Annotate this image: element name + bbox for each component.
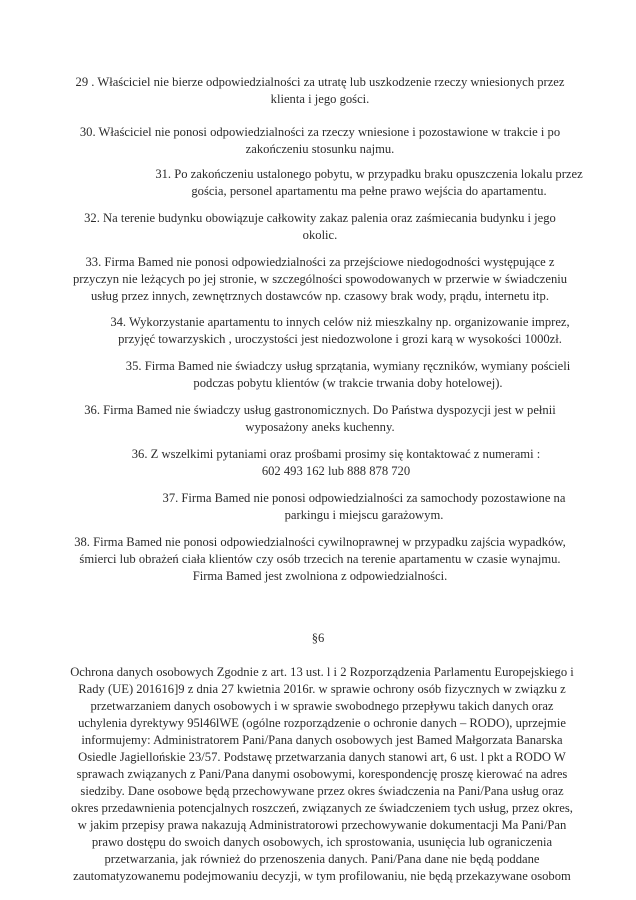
clause-line: wyposażony aneks kuchenny. — [245, 420, 395, 434]
clause-34 — [92, 314, 588, 348]
clause-line: przyczyn nie leżących po jej stronie, w szczególności spowodowanych w przerwie w świadczeniu — [72, 272, 568, 286]
paragraph-line: sprawach związanych z Pani/Pana danymi osobowymi, korespondencję proszę kierować na adres — [76, 767, 568, 781]
clause-line: zakończeniu stosunku najmu. — [245, 142, 395, 156]
paragraph-line: zautomatyzowanemu podejmowaniu decyzji, w tym profilowaniu, nie będą przekazywane osobom — [73, 869, 571, 883]
contact-phone-numbers: 602 493 162 lub 888 878 720 — [261, 464, 411, 478]
clause-37 — [132, 490, 596, 524]
clause-32 — [56, 210, 584, 244]
clause-30 — [56, 124, 584, 158]
clause-line: śmierci lub obrażeń ciała klientów czy osób trzecich na terenie apartamentu w czasie wynajmu. — [79, 552, 561, 566]
clause-line: 38. Firma Bamed nie ponosi odpowiedzialności cywilnoprawnej w przypadku zajścia wypadków, — [74, 535, 566, 549]
clause-line: Firma Bamed jest zwolniona z odpowiedzialności. — [192, 569, 448, 583]
section-heading: §6 — [311, 631, 325, 645]
paragraph-line: Rady (UE) 201616]9 z dnia 27 kwietnia 2016r. w sprawie ochrony osób fizycznych w związku z — [78, 682, 566, 696]
clause-38 — [40, 534, 600, 585]
clause-line: 36. Z wszelkimi pytaniami oraz prośbami prosimy się kontaktować z numerami : — [131, 447, 541, 461]
paragraph-line: Ochrona danych osobowych Zgodnie z art. 13 ust. l i 2 Rozporządzenia Parlamentu Europejskiego i — [70, 665, 574, 679]
clause-line: gościa, personel apartamentu ma pełne prawo wejścia do apartamentu. — [191, 184, 547, 198]
clause-line: przyjęć towarzyskich , uroczystości jest niedozwolone i grozi karą w wysokości 1000zł. — [118, 332, 562, 346]
clause-line: klienta i jego gości. — [270, 92, 370, 106]
clause-line: 34. Wykorzystanie apartamentu to innych celów niż mieszkalny np. organizowanie imprez, — [110, 315, 570, 329]
paragraph-line: prawo dostępu do swoich danych osobowych, ich sprostowania, usunięcia lub ograniczenia — [91, 835, 553, 849]
clause-36-contact — [96, 446, 576, 480]
clause-line: 29 . Właściciel nie bierze odpowiedzialności za utratę lub uszkodzenie rzeczy wniesionych przez — [75, 75, 565, 89]
paragraph-line: informujemy: Administratorem Pani/Pana danych osobowych jest Bamed Małgorzata Banarska — [81, 733, 563, 747]
clause-line: 37. Firma Bamed nie ponosi odpowiedzialności za samochody pozostawione na — [162, 491, 566, 505]
clause-line: 35. Firma Bamed nie świadczy usług sprzątania, wymiany ręczników, wymiany pościeli — [125, 359, 571, 373]
clause-line: parkingu i miejscu garażowym. — [284, 508, 444, 522]
clause-line: podczas pobytu klientów (w trakcie trwania doby hotelowej). — [193, 376, 503, 390]
clause-line: 31. Po zakończeniu ustalonego pobytu, w przypadku braku opuszczenia lokalu przez — [155, 167, 583, 181]
paragraph-line: uchylenia dyrektywy 95l46lWE (ogólne rozporządzenie o ochronie danych – RODO), uprzejmie — [78, 716, 566, 730]
clause-35 — [108, 358, 588, 392]
clause-33 — [46, 254, 594, 305]
paragraph-line: siedziby. Dane osobowe będą przechowywane przez okres świadczenia na Pani/Pana usług oraz — [80, 784, 564, 798]
clause-line: 30. Właściciel nie ponosi odpowiedzialności za rzeczy wniesione i pozostawione w trakcie i po — [79, 125, 561, 139]
paragraph-line: w jakim przepisy prawa nakazują Administratorowi przechowywanie dokumentacji Ma Pani/Pan — [77, 818, 567, 832]
clause-29 — [56, 74, 584, 108]
clause-36-gastronomy — [56, 402, 584, 436]
paragraph-line: okres przedawnienia potencjalnych roszczeń, związanych ze świadczeniem tych usług, przez okres, — [71, 801, 573, 815]
paragraph-line: przetwarzania, jak również do przenoszenia danych. Pani/Pana dane nie będą poddane — [104, 852, 540, 866]
paragraph-line: Osiedle Jagiellońskie 23/57. Podstawę przetwarzania danych stanowi art, 6 ust. l pkt a RODO W — [78, 750, 566, 764]
clause-31 — [136, 166, 602, 200]
clause-line: 32. Na terenie budynku obowiązuje całkowity zakaz palenia oraz zaśmiecania budynku i jego — [84, 211, 556, 225]
paragraph-line: przetwarzaniem danych osobowych i w sprawie swobodnego przepływu takich danych oraz — [90, 699, 554, 713]
clause-line: 33. Firma Bamed nie ponosi odpowiedzialności za przejściowe niedogodności występujące z — [85, 255, 555, 269]
clause-line: usług przez innych, zewnętrznych dostawców np. czasowy brak wody, prądu, internetu itp. — [90, 289, 549, 303]
clause-line: 36. Firma Bamed nie świadczy usług gastronomicznych. Do Państwa dyspozycji jest w pełnii — [84, 403, 556, 417]
data-protection-paragraph — [52, 664, 592, 885]
clause-line: okolic. — [302, 228, 338, 242]
